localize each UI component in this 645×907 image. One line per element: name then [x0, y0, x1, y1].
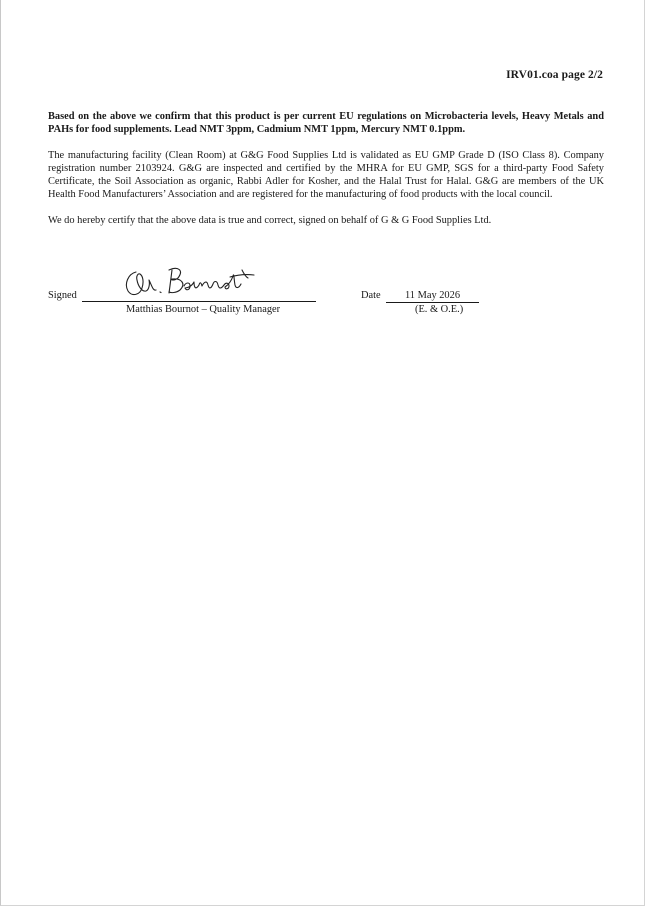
signatory-name: Matthias Bournot – Quality Manager	[126, 304, 281, 315]
handwritten-signature	[122, 258, 272, 300]
signed-label: Signed	[48, 290, 77, 301]
date-label: Date	[361, 290, 381, 301]
document-body	[48, 110, 604, 227]
signature-block	[48, 258, 604, 328]
certification-statement: We do hereby certify that the above data is true and correct, signed on behalf of G & G Food Supplies Ltd.	[48, 215, 492, 226]
signature-line	[82, 301, 316, 302]
eoe-note: (E. & O.E.)	[415, 304, 464, 315]
facility-statement: The manufacturing facility (Clean Room) at G&G Food Supplies Ltd is validated as EU GMP Grade D (ISO Class 8). Company registration number 2103924. G&G are inspected and certified by the MHRA for EU GMP, SGS for a third-party Food Safety Certificate, the Soil Association as organic, Rabbi Adler for Kosher, and the Halal Trust for Halal. G&G are members of the UK Health Food Manufacturers’ Association and are registered for the manufacturing of food products with the local council.	[48, 150, 604, 200]
date-value: 11 May 2026	[386, 290, 479, 303]
regulatory-statement: Based on the above we confirm that this product is per current EU regulations on Microbacteria levels, Heavy Metals and PAHs for food supplements. Lead NMT 3ppm, Cadmium NMT 1ppm, Mercury NMT 0.1ppm.	[48, 111, 604, 135]
document-reference: IRV01.coa page 2/2	[506, 69, 603, 81]
